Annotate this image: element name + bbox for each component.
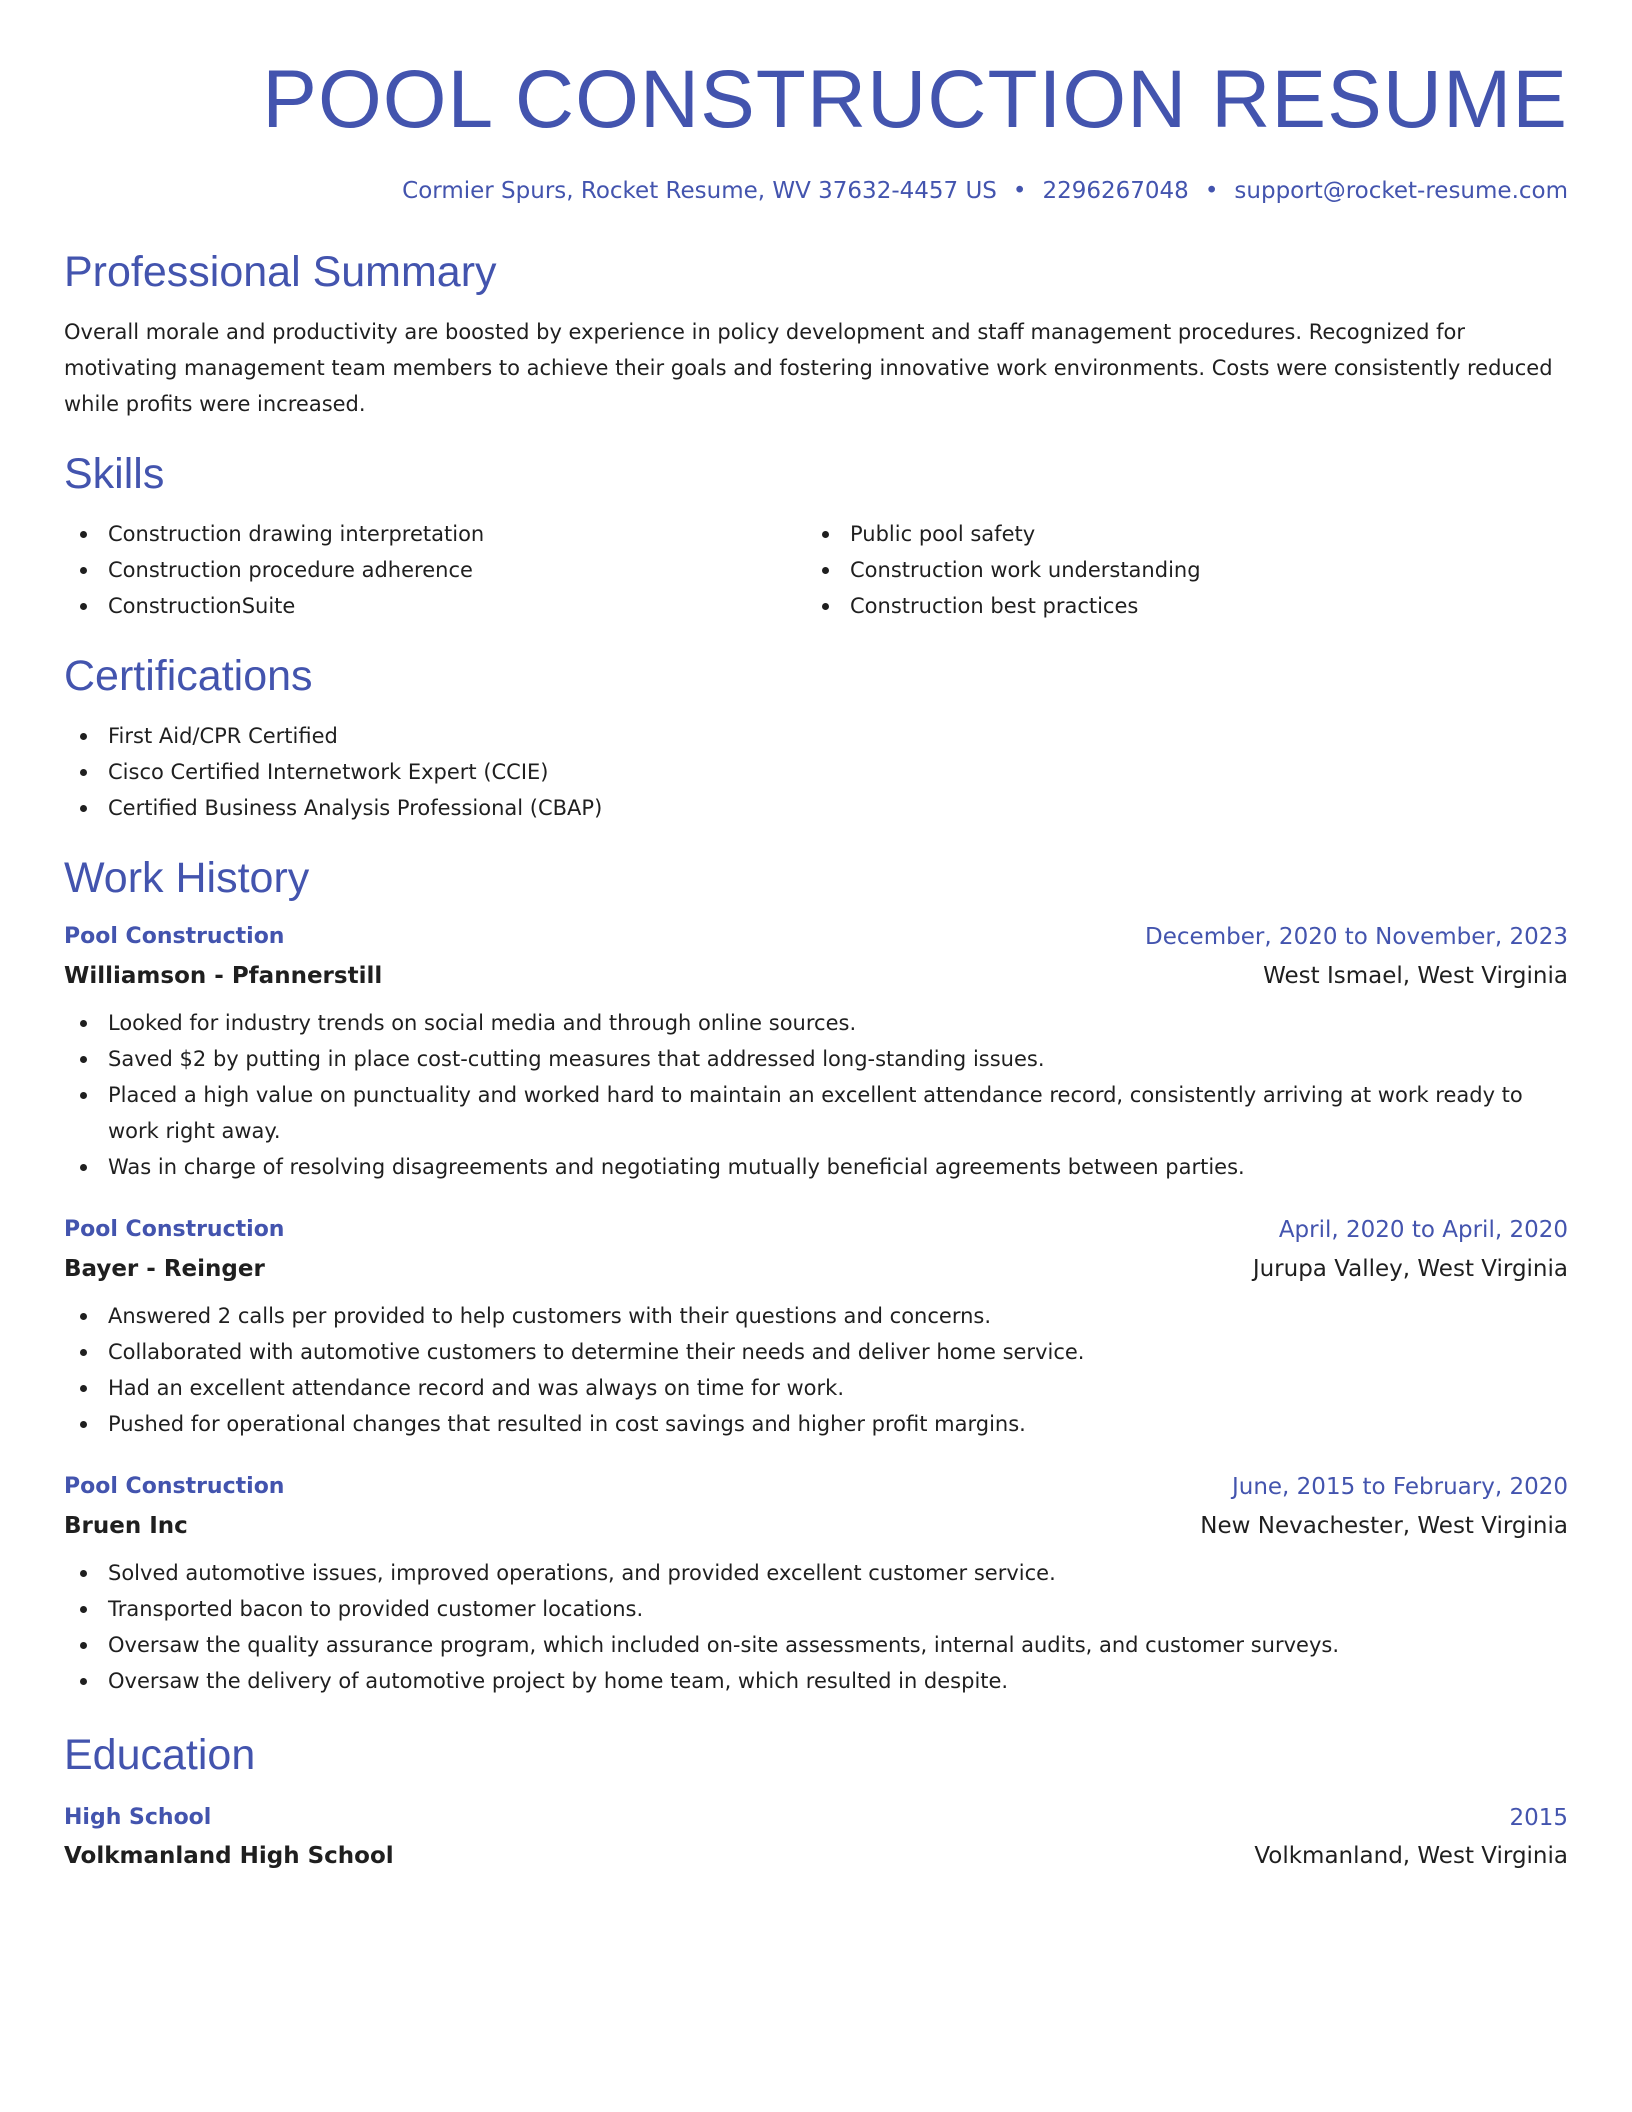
certification-item: Certified Business Analysis Professional (CBAP) bbox=[64, 790, 1568, 826]
job-bullet: Solved automotive issues, improved operations, and provided excellent customer service. bbox=[64, 1555, 1568, 1591]
skill-item: Construction procedure adherence bbox=[64, 552, 806, 588]
summary-text: Overall morale and productivity are boosted by experience in policy development and staff management procedures. Recognized for motivating management team members to achieve their goals and fostering innovative work environments. Costs were consistently reduced while profits were increased. bbox=[64, 320, 1553, 416]
job-bullet: Pushed for operational changes that resulted in cost savings and higher profit margins. bbox=[64, 1406, 1568, 1442]
job-bullet: Collaborated with automotive customers to determine their needs and deliver home service. bbox=[64, 1334, 1568, 1370]
job-employer-row bbox=[64, 1254, 1568, 1284]
work-history-heading: Work History bbox=[64, 854, 310, 902]
education-heading: Education bbox=[64, 1731, 256, 1779]
job-bullet: Saved $2 by putting in place cost-cutting measures that addressed long-standing issues. bbox=[64, 1041, 1568, 1077]
job-dates: June, 2015 to February, 2020 bbox=[1231, 1474, 1568, 1500]
job-location: Jurupa Valley, West Virginia bbox=[1252, 1256, 1568, 1282]
education-header-row bbox=[64, 1803, 1568, 1833]
job-title: Pool Construction bbox=[64, 924, 285, 949]
job-dates: April, 2020 to April, 2020 bbox=[1278, 1217, 1568, 1243]
certifications-heading: Certifications bbox=[64, 652, 313, 700]
job-entry bbox=[64, 922, 1568, 1185]
skills-heading: Skills bbox=[64, 450, 165, 498]
certification-item: Cisco Certified Internetwork Expert (CCIE) bbox=[64, 754, 1568, 790]
skill-item: Construction best practices bbox=[806, 588, 1548, 624]
job-header-row bbox=[64, 1215, 1568, 1245]
resume-title: POOL CONSTRUCTION RESUME bbox=[262, 54, 1568, 145]
contact-separator: • bbox=[1012, 178, 1027, 204]
certifications-section bbox=[64, 648, 1568, 826]
job-employer-row bbox=[64, 961, 1568, 991]
job-header-row bbox=[64, 922, 1568, 952]
contact-phone: 2296267048 bbox=[1042, 178, 1189, 204]
contact-address: Cormier Spurs, Rocket Resume, WV 37632-4457 US bbox=[402, 178, 997, 204]
job-bullet: Oversaw the quality assurance program, which included on-site assessments, internal audits, and customer surveys. bbox=[64, 1627, 1568, 1663]
job-location: New Nevachester, West Virginia bbox=[1200, 1513, 1568, 1539]
education-location: Volkmanland, West Virginia bbox=[1254, 1843, 1568, 1869]
resume-page bbox=[64, 0, 1568, 1871]
job-entry bbox=[64, 1472, 1568, 1699]
education-entry bbox=[64, 1803, 1568, 1871]
skills-list-left bbox=[64, 516, 806, 624]
summary-heading: Professional Summary bbox=[64, 248, 497, 296]
skill-item: ConstructionSuite bbox=[64, 588, 806, 624]
job-bullet: Oversaw the delivery of automotive project by home team, which resulted in despite. bbox=[64, 1663, 1568, 1699]
job-bullet: Placed a high value on punctuality and worked hard to maintain an excellent attendance record, consistently arriving at work ready to work right away. bbox=[64, 1077, 1568, 1149]
education-school-row bbox=[64, 1841, 1568, 1871]
education-school: Volkmanland High School bbox=[64, 1843, 394, 1869]
skills-grid bbox=[64, 516, 1568, 624]
education-degree: High School bbox=[64, 1805, 212, 1830]
contact-separator: • bbox=[1204, 178, 1219, 204]
job-header-row bbox=[64, 1472, 1568, 1502]
job-bullets bbox=[64, 1298, 1568, 1442]
job-bullet: Had an excellent attendance record and was always on time for work. bbox=[64, 1370, 1568, 1406]
job-title: Pool Construction bbox=[64, 1217, 285, 1242]
job-bullet: Answered 2 calls per provided to help customers with their questions and concerns. bbox=[64, 1298, 1568, 1334]
education-section bbox=[64, 1727, 1568, 1871]
job-employer-row bbox=[64, 1511, 1568, 1541]
certification-item: First Aid/CPR Certified bbox=[64, 718, 1568, 754]
job-location: West Ismael, West Virginia bbox=[1263, 963, 1568, 989]
job-dates: December, 2020 to November, 2023 bbox=[1145, 924, 1568, 950]
contact-email: support@rocket-resume.com bbox=[1234, 178, 1568, 204]
job-bullet: Looked for industry trends on social media and through online sources. bbox=[64, 1005, 1568, 1041]
certifications-list bbox=[64, 718, 1568, 826]
skills-section bbox=[64, 446, 1568, 624]
skill-item: Public pool safety bbox=[806, 516, 1548, 552]
summary-section bbox=[64, 244, 1568, 422]
contact-line bbox=[64, 176, 1568, 206]
job-bullets bbox=[64, 1555, 1568, 1699]
skills-list-right bbox=[806, 516, 1548, 624]
job-bullet: Was in charge of resolving disagreements and negotiating mutually beneficial agreements between parties. bbox=[64, 1149, 1568, 1185]
job-bullets bbox=[64, 1005, 1568, 1185]
job-bullet: Transported bacon to provided customer locations. bbox=[64, 1591, 1568, 1627]
job-employer: Bayer - Reinger bbox=[64, 1256, 265, 1282]
job-employer: Williamson - Pfannerstill bbox=[64, 963, 383, 989]
job-title: Pool Construction bbox=[64, 1474, 285, 1499]
skill-item: Construction drawing interpretation bbox=[64, 516, 806, 552]
work-history-section bbox=[64, 850, 1568, 1699]
skill-item: Construction work understanding bbox=[806, 552, 1548, 588]
job-entry bbox=[64, 1215, 1568, 1442]
job-employer: Bruen Inc bbox=[64, 1513, 188, 1539]
education-year: 2015 bbox=[1509, 1805, 1568, 1831]
